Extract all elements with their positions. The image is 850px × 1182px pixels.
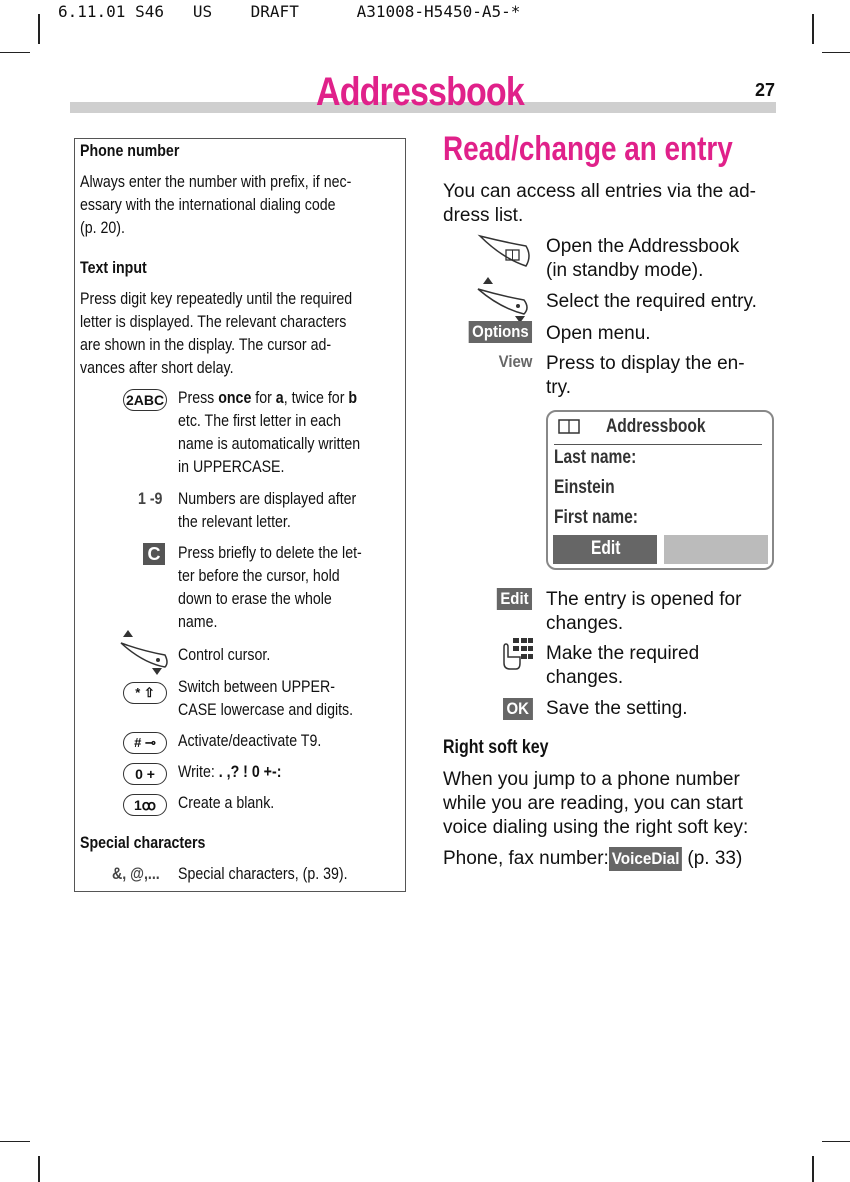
special-characters-heading: Special characters [80, 834, 206, 852]
phone-display [546, 410, 774, 570]
section-title: Read/change an entry [443, 130, 733, 168]
text-line: Switch between UPPER- [178, 678, 335, 696]
crop-mark [822, 1141, 850, 1142]
press-once-line: Press once for a, twice for b [178, 389, 358, 407]
step-text: changes. [546, 667, 624, 688]
rsk-line: while you are reading, you can start [443, 793, 743, 814]
text-line: letter is displayed. The relevant characters [80, 313, 347, 331]
right-soft-key-heading: Right soft key [443, 737, 549, 758]
text-line: name is automatically written [178, 435, 361, 453]
step-text: Open menu. [546, 323, 651, 344]
text-line: are shown in the display. The cursor ad- [80, 336, 332, 354]
text-line: Numbers are displayed after [178, 490, 357, 508]
text-line: the relevant letter. [178, 513, 291, 531]
crop-mark [0, 52, 30, 53]
control-key-icon [470, 274, 532, 324]
text-line: CASE lowercase and digits. [178, 701, 354, 719]
key-2-icon: 2ABC [123, 389, 167, 411]
text-line: vances after short delay. [80, 359, 234, 377]
options-softkey: Options [468, 321, 532, 343]
crop-mark [38, 1156, 40, 1182]
step-text: Open the Addressbook [546, 236, 740, 257]
display-softkey-left [553, 535, 657, 564]
text-line: in UPPERCASE. [178, 458, 285, 476]
intro-line: You can access all entries via the ad- [443, 181, 756, 202]
crop-mark [812, 14, 814, 44]
text-line: ter before the cursor, hold [178, 567, 340, 585]
step-text: Press to display the en- [546, 353, 745, 374]
text-line: Special characters, (p. 39). [178, 865, 348, 883]
text-line: Control cursor. [178, 646, 271, 664]
view-softkey: View [498, 352, 532, 371]
display-line-last-name: Last name: [554, 447, 637, 468]
edit-softkey: Edit [497, 588, 532, 610]
addressbook-key-icon [474, 230, 534, 274]
text-line: down to erase the whole [178, 590, 332, 608]
text-line: name. [178, 613, 218, 631]
text-line: (p. 20). [80, 219, 125, 237]
text-input-heading: Text input [80, 259, 147, 277]
step-text: Save the setting. [546, 698, 688, 719]
text-line: Create a blank. [178, 794, 275, 812]
zero-key-icon: 0 + [123, 763, 167, 785]
hash-key-icon: # ⊸ [123, 732, 167, 754]
step-text: try. [546, 377, 571, 398]
step-text: Make the required [546, 643, 700, 664]
page-number: 27 [755, 80, 776, 100]
crop-mark [812, 1156, 814, 1182]
display-line-first-name: First name: [554, 507, 638, 528]
rsk-line: When you jump to a phone number [443, 769, 740, 790]
step-text: changes. [546, 613, 624, 634]
digit-keys-label: 1 -9 [138, 490, 163, 508]
display-title: Addressbook [606, 416, 706, 437]
text-line: Activate/deactivate T9. [178, 732, 322, 750]
display-line-value: Einstein [554, 477, 615, 498]
step-text: Select the required entry. [546, 291, 757, 312]
phone-number-heading: Phone number [80, 142, 180, 160]
display-softkey-label: Edit [591, 538, 621, 559]
rsk-last-line: Phone, fax number: VoiceDial (p. 33) [443, 848, 743, 869]
write-line: Write: . ,? ! 0 +-: [178, 763, 282, 781]
star-key-icon: * ⇧ [123, 682, 167, 704]
addressbook-icon [558, 418, 582, 436]
rsk-line: voice dialing using the right soft key: [443, 817, 749, 838]
text-line: Press digit key repeatedly until the required [80, 290, 353, 308]
display-divider [554, 444, 762, 445]
display-softkey-right [664, 535, 768, 564]
intro-line: dress list. [443, 205, 524, 226]
special-key-label: &, @,... [112, 865, 160, 883]
draft-meta: 6.11.01 S46 US DRAFT A31008-H5450-A5-* [58, 2, 521, 21]
step-text: The entry is opened for [546, 589, 742, 610]
crop-mark [822, 52, 850, 53]
crop-mark [38, 14, 40, 44]
text-line: essary with the international dialing code [80, 196, 336, 214]
ok-softkey: OK [503, 698, 532, 720]
keypad-hand-icon [500, 637, 534, 673]
text-line: etc. The first letter in each [178, 412, 342, 430]
crop-mark [0, 1141, 30, 1142]
step-text: (in standby mode). [546, 260, 704, 281]
tips-box [74, 138, 406, 892]
text-line: Always enter the number with prefix, if nec- [80, 173, 352, 191]
one-key-icon: 1ꝏ [123, 794, 167, 816]
voicedial-softkey: VoiceDial [609, 847, 682, 871]
chapter-title: Addressbook [316, 70, 524, 114]
text-line: Press briefly to delete the let- [178, 544, 362, 562]
clear-key-icon: C [143, 543, 165, 565]
control-key-icon [113, 629, 171, 679]
